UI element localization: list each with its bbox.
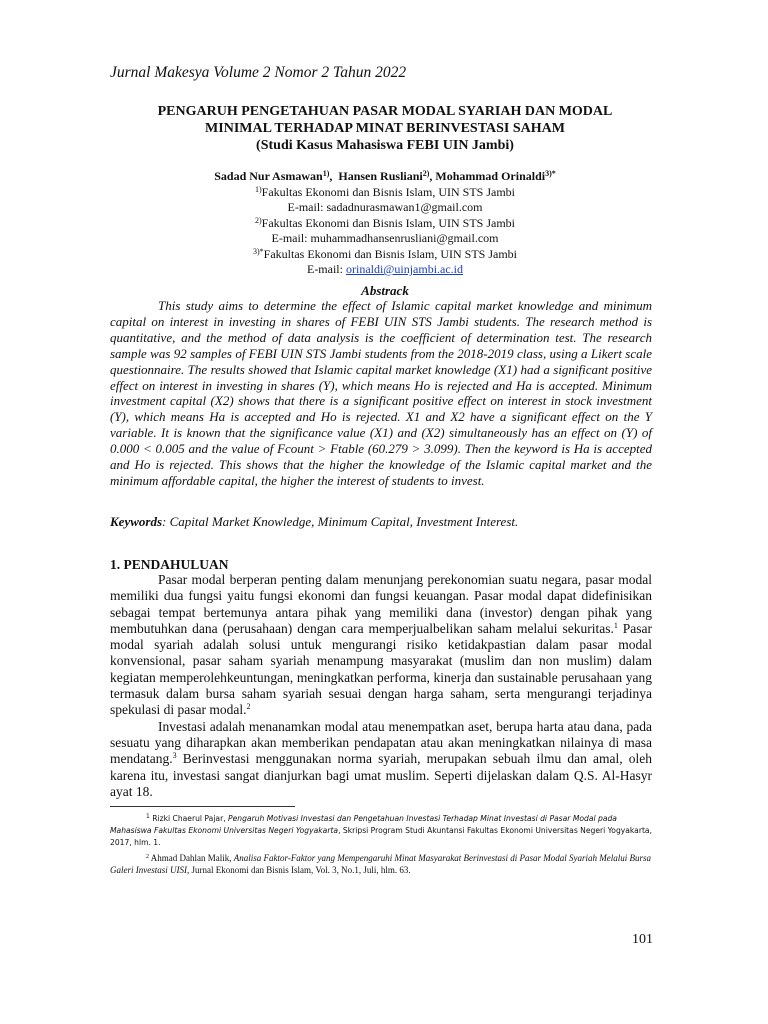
affiliation-3-sup: 3)* — [252, 246, 264, 256]
footnote-2-title: Analisa Faktor-Faktor yang Mempengaruhi Minat Masyarakat Berinvestasi di Pasar Modal Syariah Melalui Bursa Galeri Investasi UISI — [110, 852, 652, 875]
paragraph-2-text: Investasi adalah menanamkan modal atau menempatkan aset, berupa harta atau dana, pada sesuatu yang diharapkan akan memberikan pendapatan atau akan meningkatkan nilainya di masa mendatang. — [110, 718, 652, 767]
author-3: Mohammad Orinaldi — [435, 169, 546, 183]
section-heading: 1. PENDAHULUAN — [110, 557, 229, 572]
paragraph-1-text: Pasar modal berperan penting dalam menunjang perekonomian suatu negara, pasar modal memiliki dua fungsi yaitu fungsi ekonomi dan fungsi keuangan. Pasar modal dapat didefinisikan sebagai tempat bertemunya antara pihak yang memiliki dana (investor) dengan pihak yang membutuhkan dana (perusahaan) dengan cara memperjualbelikan saham melalui sekuritas. — [110, 572, 652, 636]
footnote-1-num: 1 — [146, 813, 150, 820]
author-block — [100, 169, 670, 278]
author-3-sup: 3)* — [545, 169, 556, 178]
title-subtitle: (Studi Kasus Mahasiswa FEBI UIN Jambi) — [256, 138, 514, 153]
email-2: E-mail: muhammadhansenrusliani@gmail.com — [271, 231, 499, 245]
email-3-link[interactable]: orinaldi@uinjambi.ac.id — [345, 262, 464, 276]
author-2-sup: 2) — [422, 169, 430, 178]
author-1: Sadad Nur Asmawan — [214, 169, 323, 183]
footnote-divider — [110, 806, 295, 807]
article-title — [100, 103, 670, 154]
footnote-ref-2[interactable]: 2 — [246, 702, 251, 712]
email-1: E-mail: sadadnurasmawan1@gmail.com — [287, 200, 483, 214]
affiliation-2 — [100, 216, 670, 232]
footnote-ref-1[interactable]: 1 — [613, 620, 618, 630]
affiliation-3-text: Fakultas Ekonomi dan Bisnis Islam, UIN STS Jambi — [263, 246, 517, 261]
email-3-label: E-mail: — [306, 262, 346, 276]
author-names: Sadad Nur Asmawan$^{1)}$, Hansen Rusliani$^{2)}$, Mohammad Orinaldi$^{3)*}$ — [214, 169, 556, 183]
abstract-heading: Abstrack — [361, 283, 409, 298]
footnote-1 — [110, 813, 658, 850]
footnote-2 — [110, 852, 658, 876]
author-2: Hansen Rusliani — [338, 169, 423, 183]
footnote-1-author: Rizki Chaerul Pajar, — [149, 814, 229, 823]
author-1-sup: 1) — [322, 169, 330, 178]
affiliation-3 — [100, 247, 670, 263]
title-line-1: PENGARUH PENGETAHUAN PASAR MODAL SYARIAH DAN MODAL — [157, 104, 613, 119]
page-number: 101 — [632, 932, 653, 947]
paragraph-2 — [110, 719, 652, 800]
footnote-2-num: 2 — [146, 853, 149, 860]
affiliation-2-sup: 2) — [254, 215, 262, 225]
section-body — [110, 572, 652, 800]
abstract-text: This study aims to determine the effect of Islamic capital market knowledge and minimum capital on interest in investing in shares of FEBI UIN STS Jambi students. The research method is quantitative, and the method of data analysis is the coefficient of determination test. The research sample was 92 samples of FEBI UIN STS Jambi students from the 2018-2019 class, using a Likert scale questionnaire. The results showed that Islamic capital market knowledge (X1) had a significant positive effect on interest in investing in shares (Y), which means Ho is rejected and Ha is accepted. Minimum investment capital (X2) shows that there is a significant positive effect on interest in stock investment (Y), which means Ha is accepted and Ho is rejected. X1 and X2 have a significant effect on the Y variable. It is known that the significance value (X1) and (X2) simultaneously has an effect on (Y) of 0.000 < 0.005 and the value of Fcount > Ftable (60.279 > 3.099). Then the keyword is Ha is accepted and Ho is rejected. This shows that the higher the knowledge of the Islamic capital market and the minimum affordable capital, the higher the interest of students to invest. — [110, 298, 652, 488]
journal-header: Jurnal Makesya Volume 2 Nomor 2 Tahun 2022 — [110, 64, 407, 81]
footnote-ref-3[interactable]: 3 — [172, 751, 177, 761]
abstract-body — [110, 298, 652, 489]
paragraph-2-cont: Berinvestasi menggunakan norma syariah, merupakan sebuah ilmu dan amal, oleh karena itu, investasi sangat dianjurkan bagi umat muslim. Seperti dijelaskan dalam Q.S. Al-Hasyr ayat 18. — [110, 751, 652, 799]
affiliation-1-text: Fakultas Ekonomi dan Bisnis Islam, UIN STS Jambi — [261, 184, 515, 199]
keywords — [110, 514, 670, 530]
affiliation-1-sup: 1) — [254, 184, 262, 194]
title-line-2: MINIMAL TERHADAP MINAT BERINVESTASI SAHAM — [205, 121, 565, 136]
footnote-1-rest: , Skripsi Program Studi Akuntansi Fakultas Ekonomi Universitas Negeri Yogyakarta, 2017, hlm. 1. — [110, 826, 653, 848]
email-3 — [100, 262, 670, 278]
footnotes — [110, 813, 658, 878]
footnote-1-title: Pengaruh Motivasi Investasi dan Pengetahuan Investasi Terhadap Minat Investasi di Pasar Modal pada Mahasiswa Fakultas Ekonomi Universitas Negeri Yogyakarta — [110, 814, 617, 836]
paragraph-1 — [110, 572, 652, 719]
affiliation-2-text: Fakultas Ekonomi dan Bisnis Islam, UIN STS Jambi — [261, 215, 515, 230]
footnote-2-author: Ahmad Dahlan Malik, — [149, 852, 234, 863]
paragraph-1-cont: Pasar modal syariah adalah solusi untuk mengurangi risiko ketidakpastian dalam pasar modal konvensional, pasar saham syariah menampung masyarakat (muslim dan non muslim) dalam kegiatan memperolehkeuntungan, meningkatkan performa, kinerja dan sustainable perusahaan yang termasuk dalam bursa saham syariah sesuai dengan harga saham, serta mengurangi terjadinya spekulasi di pasar modal. — [110, 620, 652, 718]
footnote-2-rest: , Jurnal Ekonomi dan Bisnis Islam, Vol. 3, No.1, Juli, hlm. 63. — [186, 864, 411, 875]
affiliation-1 — [100, 185, 670, 201]
keywords-text: : Capital Market Knowledge, Minimum Capital, Investment Interest. — [162, 514, 519, 529]
keywords-label: Keywords — [110, 514, 162, 529]
